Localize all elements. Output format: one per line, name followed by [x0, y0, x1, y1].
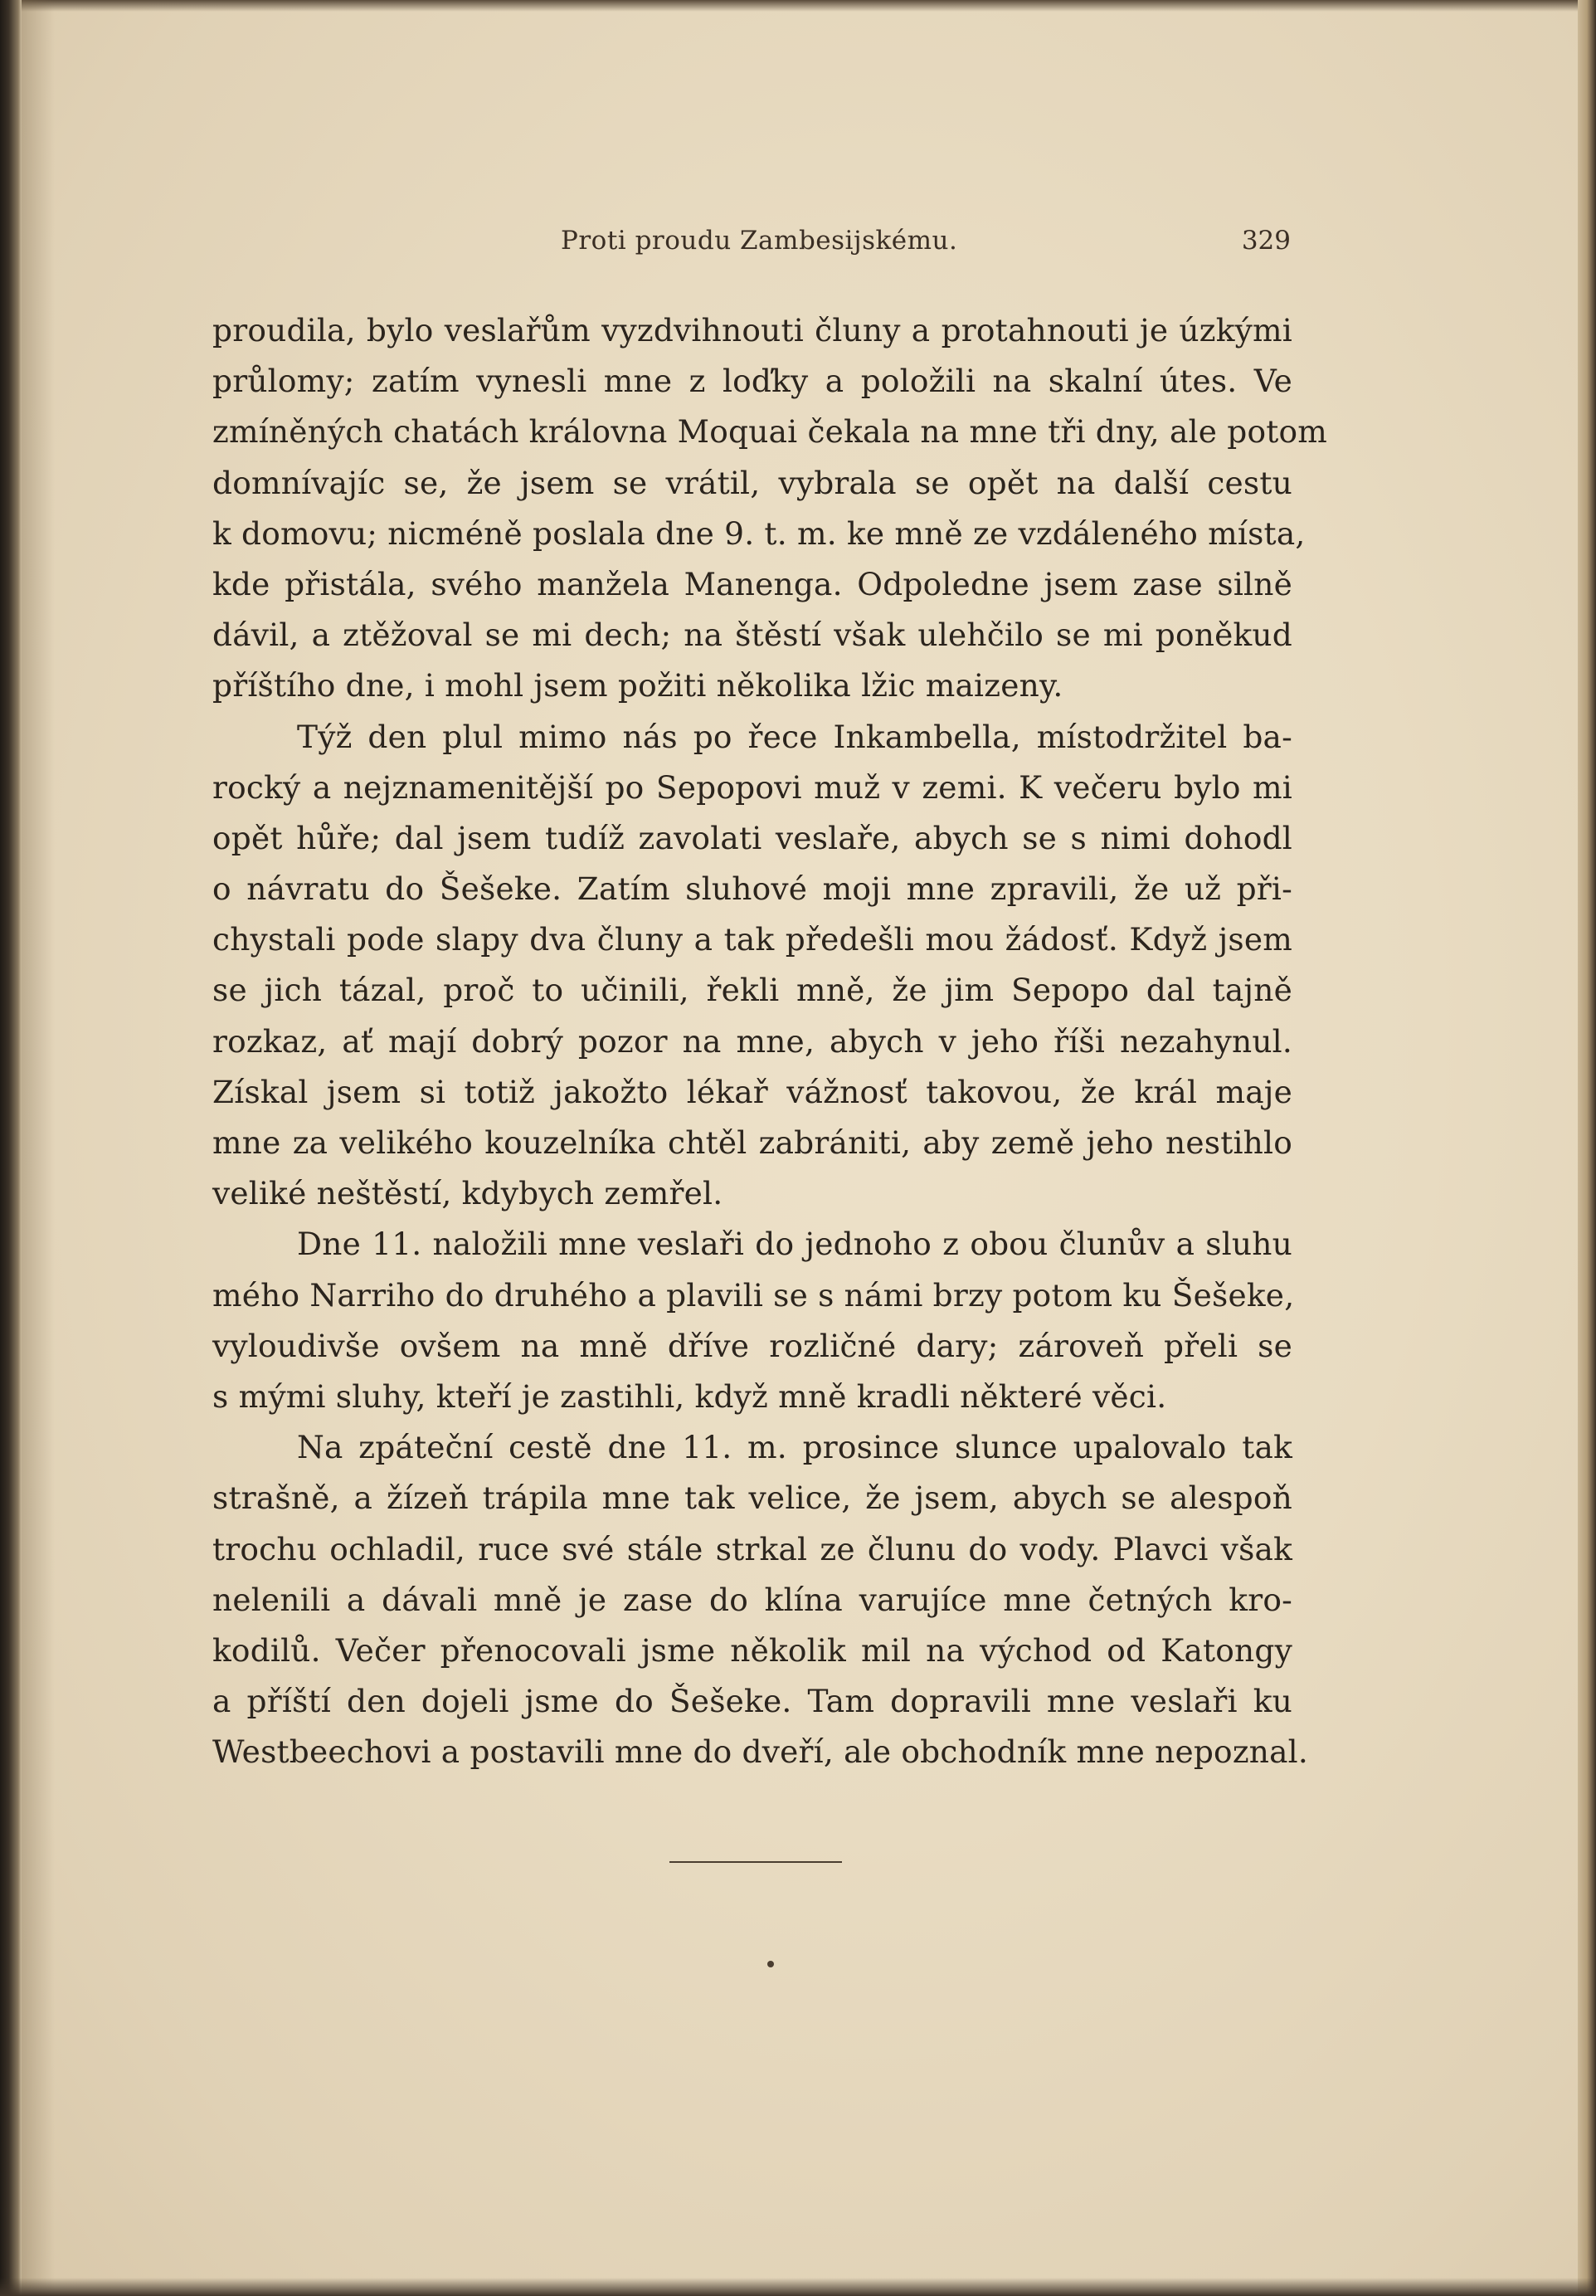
text-line: o návratu do Šešeke. Zatím sluhové moji mne zpravili, že už při- — [212, 870, 1292, 908]
text-line: vyloudivše ovšem na mně dříve rozličné dary; zároveň přeli se — [212, 1327, 1292, 1364]
text-line: Získal jsem si totiž jakožto lékař vážnosť takovou, že král maje — [212, 1073, 1292, 1110]
text-line: Na zpáteční cestě dne 11. m. prosince slunce upalovalo tak — [297, 1429, 1292, 1466]
page-number: 329 — [1241, 226, 1291, 256]
page-top-edge — [0, 0, 1596, 12]
text-line: kodilů. Večer přenocovali jsme několik mil na východ od Katongy — [212, 1631, 1292, 1669]
text-line: proudila, bylo veslařům vyzdvihnouti čluny a protahnouti je úzkými — [212, 312, 1292, 349]
ink-speck — [767, 1961, 774, 1967]
text-line: k domovu; nicméně poslala dne 9. t. m. ke mně ze vzdáleného místa, — [212, 514, 1306, 552]
text-line: dávil, a ztěžoval se mi dech; na štěstí však ulehčilo se mi poněkud — [212, 617, 1292, 654]
text-line: s mými sluhy, kteří je zastihli, když mně kradli některé věci. — [212, 1377, 1167, 1415]
text-line: Týž den plul mimo nás po řece Inkambella, místodržitel ba- — [297, 718, 1292, 755]
text-line: veliké neštěstí, kdybych zemřel. — [212, 1175, 723, 1212]
text-line: a příští den dojeli jsme do Šešeke. Tam dopravili mne veslaři ku — [212, 1683, 1292, 1720]
text-line: domnívajíc se, že jsem se vrátil, vybrala se opět na další cestu — [212, 464, 1292, 501]
text-line: se jich tázal, proč to učinili, řekli mně, že jim Sepopo dal tajně — [212, 972, 1292, 1009]
text-line: rozkaz, ať mají dobrý pozor na mne, abych v jeho říši nezahynul. — [212, 1022, 1292, 1060]
text-line: mne za velikého kouzelníka chtěl zabrániti, aby země jeho nestihlo — [212, 1124, 1292, 1161]
text-line: strašně, a žízeň trápila mne tak velice, že jsem, abych se alespoň — [212, 1479, 1292, 1517]
paragraph-1 — [212, 305, 1328, 712]
text-line: nelenili a dávali mně je zase do klína varujíce mne četných kro- — [212, 1581, 1292, 1618]
page-right-edge — [1578, 0, 1596, 2296]
text-line: Dne 11. naložili mne veslaři do jednoho z obou člunův a sluhu — [297, 1226, 1292, 1263]
text-line: rocký a nejznamenitější po Sepopovi muž v zemi. K večeru bylo mi — [212, 768, 1292, 806]
body-text — [212, 305, 1328, 1777]
text-line: průlomy; zatím vynesli mne z loďky a položili na skalní útes. Ve — [212, 363, 1292, 400]
binding-edge — [0, 0, 22, 2296]
page-bottom-edge — [0, 2278, 1596, 2296]
paragraph-3 — [212, 1219, 1295, 1422]
paragraph-4 — [212, 1422, 1308, 1777]
paragraph-2 — [212, 712, 1292, 1220]
text-line: trochu ochladil, ruce své stále strkal ze člunu do vody. Plavci však — [212, 1530, 1292, 1567]
gutter-shadow — [22, 0, 55, 2296]
running-head-title: Proti proudu Zambesijskému. — [561, 226, 958, 256]
running-header — [212, 226, 1291, 267]
chapter-end-rule — [669, 1861, 842, 1863]
text-line: zmíněných chatách královna Moquai čekala na mne tři dny, ale potom — [212, 413, 1328, 451]
text-line: kde přistála, svého manžela Manenga. Odpoledne jsem zase silně — [212, 565, 1292, 602]
text-line: Westbeechovi a postavili mne do dveří, ale obchodník mne nepoznal. — [212, 1733, 1308, 1771]
text-line: opět hůře; dal jsem tudíž zavolati veslaře, abych se s nimi dohodl — [212, 819, 1292, 856]
text-line: mého Narriho do druhého a plavili se s námi brzy potom ku Šešeke, — [212, 1276, 1295, 1314]
text-line: příštího dne, i mohl jsem požiti několika lžic maizeny. — [212, 667, 1063, 704]
text-line: chystali pode slapy dva čluny a tak předešli mou žádosť. Když jsem — [212, 921, 1292, 958]
